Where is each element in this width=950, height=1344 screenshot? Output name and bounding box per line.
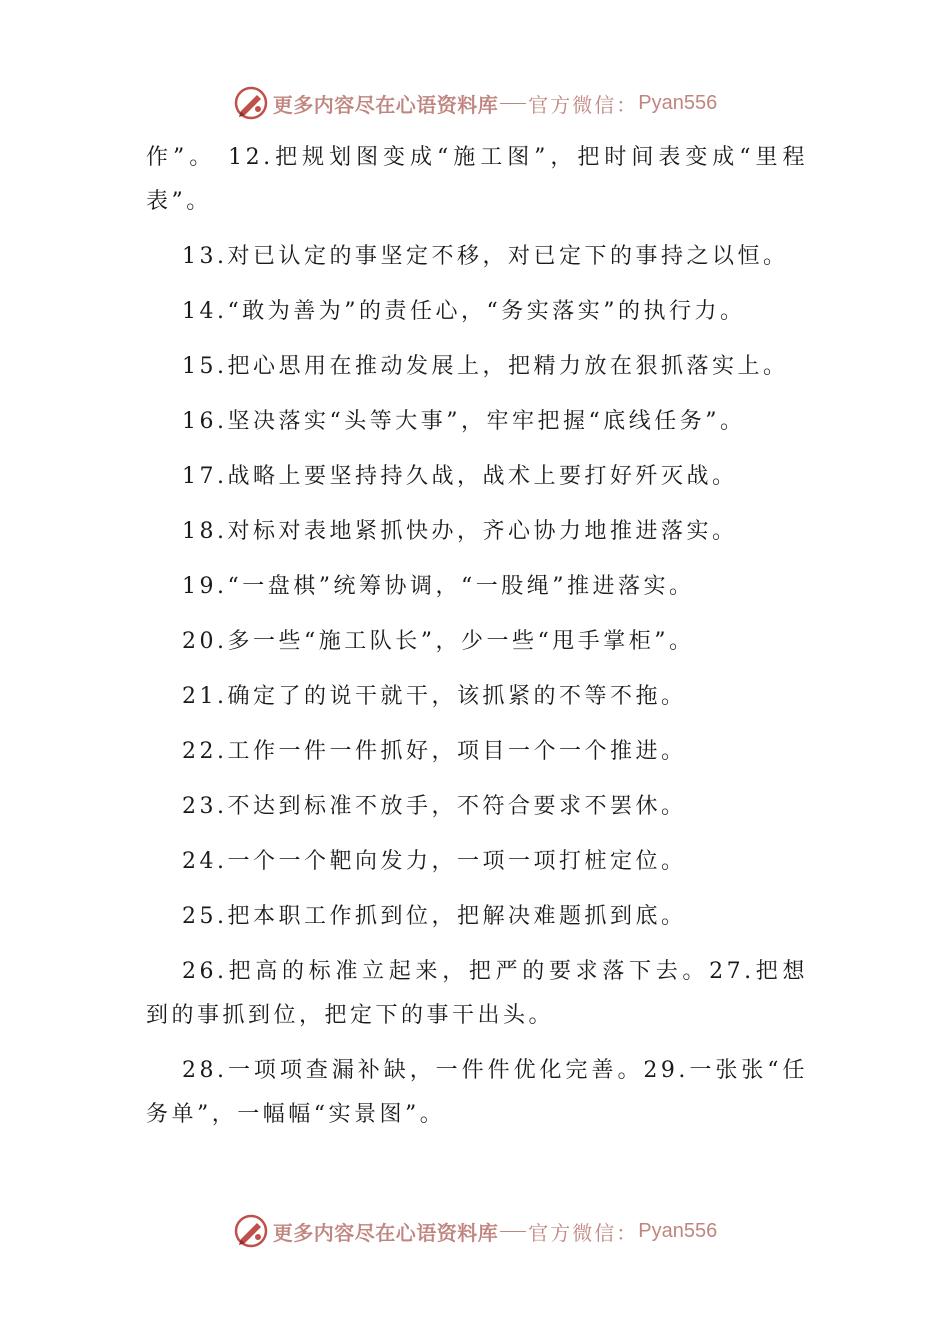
paragraph: 作”。 12.把规划图变成“施工图”，把时间表变成“里程表”。	[146, 145, 808, 214]
paragraph: 14.“敢为善为”的责任心，“务实落实”的执行力。	[182, 299, 746, 324]
watermark-wechat-label: 官方微信：	[528, 92, 639, 117]
paragraph: 24.一个一个靶向发力，一项一项打桩定位。	[182, 849, 687, 874]
paragraph: 26.把高的标准立起来，把严的要求落下去。27.把想到的事抓到位，把定下的事干出头。	[146, 959, 808, 1028]
watermark-dash	[500, 1231, 526, 1232]
watermark-wechat-id: Pyan556	[638, 1219, 718, 1242]
document-body	[146, 136, 808, 1148]
watermark-wechat-id: Pyan556	[638, 91, 718, 114]
pen-logo-icon	[233, 85, 269, 121]
paragraph: 23.不达到标准不放手，不符合要求不罢休。	[182, 794, 687, 819]
paragraph: 18.对标对表地紧抓快办，齐心协力地推进落实。	[182, 519, 738, 544]
paragraph: 19.“一盘棋”统筹协调，“一股绳”推进落实。	[182, 574, 695, 599]
paragraph: 16.坚决落实“头等大事”，牢牢把握“底线任务”。	[182, 409, 746, 434]
paragraph: 20.多一些“施工队长”，少一些“甩手掌柜”。	[182, 629, 695, 654]
watermark-wechat-label: 官方微信：	[528, 1220, 639, 1245]
pen-logo-icon	[233, 1213, 269, 1249]
watermark-dash	[500, 103, 526, 104]
watermark-site-text: 更多内容尽在心语资料库	[272, 92, 499, 117]
paragraph: 25.把本职工作抓到位，把解决难题抓到底。	[182, 904, 687, 929]
paragraph: 21.确定了的说干就干，该抓紧的不等不拖。	[182, 684, 687, 709]
footer-watermark	[0, 1211, 950, 1251]
paragraph: 15.把心思用在推动发展上，把精力放在狠抓落实上。	[182, 354, 789, 379]
header-watermark	[0, 83, 950, 123]
paragraph: 22.工作一件一件抓好，项目一个一个推进。	[182, 739, 687, 764]
paragraph: 17.战略上要坚持持久战，战术上要打好歼灭战。	[182, 464, 738, 489]
watermark-site-text: 更多内容尽在心语资料库	[272, 1220, 499, 1245]
paragraph: 28.一项项查漏补缺，一件件优化完善。29.一张张“任务单”，一幅幅“实景图”。	[146, 1058, 808, 1127]
paragraph: 13.对已认定的事坚定不移，对已定下的事持之以恒。	[182, 244, 789, 269]
